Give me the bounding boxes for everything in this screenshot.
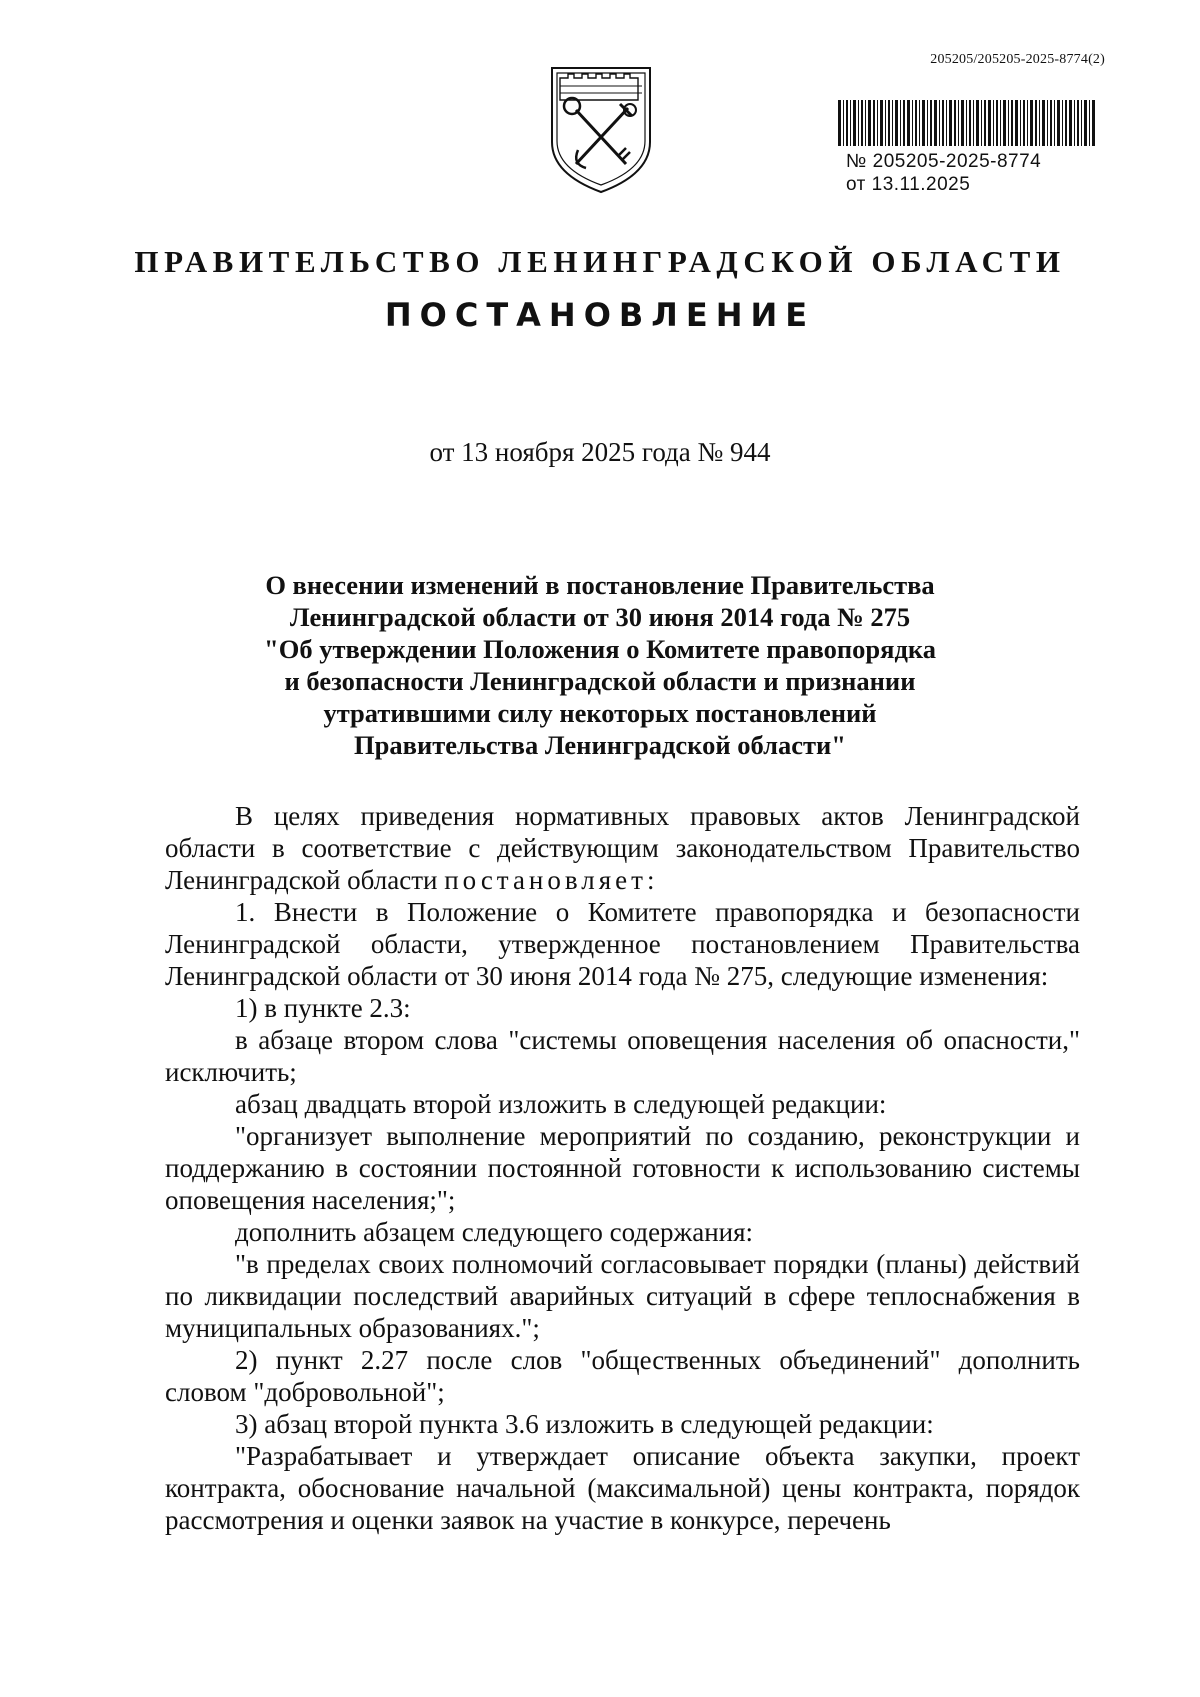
body-paragraph: 1. Внести в Положение о Комитете правопорядка и безопасности Ленинградской области, утвержденное постановлением Правительства Ленинградской области от 30 июня 2014 года № 275, следующие изменения: xyxy=(165,897,1080,991)
document-date-number: от 13 ноября 2025 года № 944 xyxy=(429,437,771,467)
registration-block xyxy=(846,150,1041,196)
body-paragraph: 2) пункт 2.27 после слов "общественных объединений" дополнить словом "добровольной"; xyxy=(165,1345,1080,1407)
body-paragraph-preamble xyxy=(165,800,1080,896)
document-subject xyxy=(200,569,1000,761)
subject-line: и безопасности Ленинградской области и признании xyxy=(284,666,916,696)
body-paragraph: абзац двадцать второй изложить в следующей редакции: xyxy=(235,1089,887,1119)
body-paragraph: "в пределах своих полномочий согласовывает порядки (планы) действий по ликвидации последствий аварийных ситуаций в сфере теплоснабжения в муниципальных образованиях."; xyxy=(165,1249,1080,1343)
body-paragraph: "организует выполнение мероприятий по созданию, реконструкции и поддержанию в состоянии постоянной готовности к использованию системы оповещения населения;"; xyxy=(165,1121,1080,1215)
document-body xyxy=(165,800,1080,1536)
barcode-icon xyxy=(838,100,1096,146)
subject-line: Правительства Ленинградской области" xyxy=(354,730,846,760)
body-paragraph: дополнить абзацем следующего содержания: xyxy=(235,1217,754,1247)
leningrad-oblast-coat-of-arms-icon xyxy=(548,64,654,194)
document-code: 205205/205205-2025-8774(2) xyxy=(930,52,1105,67)
subject-line: "Об утверждении Положения о Комитете правопорядка xyxy=(264,634,936,664)
subject-line: О внесении изменений в постановление Правительства xyxy=(265,570,935,600)
preamble-text: В целях приведения нормативных правовых актов Ленинградской области в соответствие с действующим законодательством Правительство Ленинградской области xyxy=(165,801,1080,895)
registration-date: от 13.11.2025 xyxy=(846,174,971,195)
subject-line: Ленинградской области от 30 июня 2014 года № 275 xyxy=(289,602,911,632)
body-paragraph: в абзаце втором слова "системы оповещения населения об опасности," исключить; xyxy=(165,1025,1080,1087)
body-paragraph: "Разрабатывает и утверждает описание объекта закупки, проект контракта, обоснование начальной (максимальной) цены контракта, порядок рассмотрения и оценки заявок на участие в конкурсе, перечень xyxy=(165,1441,1080,1535)
body-paragraph: 1) в пункте 2.3: xyxy=(235,993,411,1023)
government-title: ПРАВИТЕЛЬСТВО ЛЕНИНГРАДСКОЙ ОБЛАСТИ xyxy=(134,244,1066,279)
document-type: ПОСТАНОВЛЕНИЕ xyxy=(384,296,816,334)
preamble-decree-word: постановляет: xyxy=(444,865,659,895)
body-paragraph: 3) абзац второй пункта 3.6 изложить в следующей редакции: xyxy=(235,1409,934,1439)
registration-number: № 205205-2025-8774 xyxy=(846,151,1042,172)
subject-line: утратившими силу некоторых постановлений xyxy=(323,698,877,728)
